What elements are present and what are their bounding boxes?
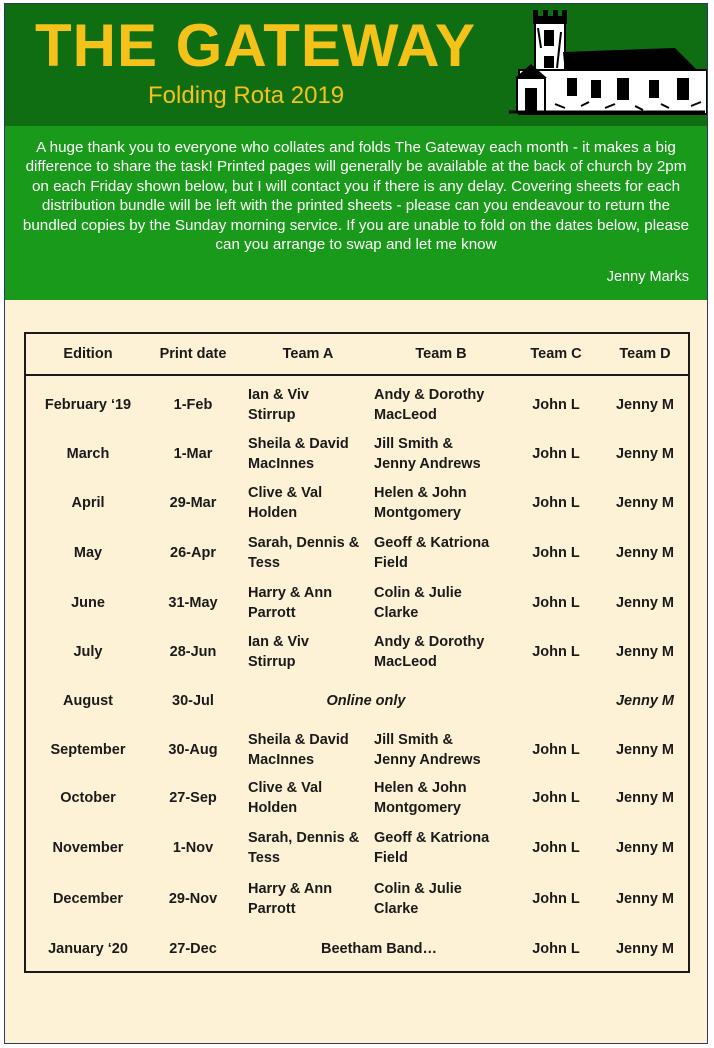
table-row [26,431,688,477]
team-c-cell: John L [532,644,580,660]
team-d-cell: Jenny M [615,693,674,709]
print-date-cell: 1-Nov [172,840,214,856]
edition-cell: February ‘19 [44,397,132,413]
table-row [26,480,688,526]
team-d-cell: Jenny M [615,545,674,561]
team-b-cell: Andy & Dorothy MacLeod [374,634,485,670]
team-b-cell: Geoff & Katriona Field [374,830,490,866]
rota-table [24,332,690,973]
intro-message: A huge thank you to everyone who collates and folds The Gateway each month - it makes a big difference to share the task! Printed pages will generally be available at the back of church by 2pm on each Friday shown below, but I will contact you if there is any delay. Covering sheets for each distribution bundle will be left with the printed sheets - please can you endeavour to return the bundled copies by the Sunday morning service. If you are unable to fold on the dates below, please can you arrange to swap and let me know [22,139,690,254]
table-row [26,825,688,871]
header-edition: Edition [63,346,113,362]
team-a-cell: Clive & Val Holden [248,780,323,816]
print-date-cell: 29-Nov [168,891,218,907]
team-a-cell: Ian & Viv Stirrup [248,387,309,423]
print-date-cell: 1-Feb [173,397,213,413]
team-a-cell: Sheila & David MacInnes [248,436,349,472]
edition-cell: November [52,840,124,856]
team-d-cell: Jenny M [615,941,674,957]
team-c-cell: John L [532,891,580,907]
table-row [26,629,688,675]
rota-subtitle: Folding Rota 2019 [148,82,345,109]
online-only-note: Online only [326,693,406,709]
header-team-c: Team C [530,346,582,362]
print-date-cell: 28-Jun [169,644,217,660]
team-c-cell: John L [532,790,580,806]
print-date-cell: 30-Jul [172,693,214,709]
team-a-cell: Sarah, Dennis & Tess [248,830,360,866]
table-row [26,382,688,428]
rota-page [4,3,708,1044]
header-team-a: Team A [282,346,334,362]
edition-cell: May [73,545,103,561]
print-date-cell: 26-Apr [170,545,216,561]
edition-cell: September [50,742,126,758]
print-date-cell: 30-Aug [168,742,218,758]
team-b-cell: Helen & John Montgomery [374,780,467,816]
print-date-cell: 27-Sep [169,790,217,806]
print-date-cell: 27-Dec [169,941,217,957]
team-b-cell: Jill Smith & Jenny Andrews [374,732,481,768]
table-row [26,580,688,626]
table-row [26,775,688,821]
edition-cell: July [73,644,103,660]
team-b-cell: Geoff & Katriona Field [374,535,490,571]
table-row [26,876,688,922]
team-b-cell: Andy & Dorothy MacLeod [374,387,485,423]
edition-cell: March [66,446,110,462]
header-team-d: Team D [619,346,671,362]
beetham-band-cell: Beetham Band… [320,941,438,957]
edition-cell: April [71,495,105,511]
edition-cell: October [60,790,116,806]
team-a-cell: Sheila & David MacInnes [248,732,349,768]
header-banner [5,4,707,126]
signature: Jenny Marks [606,269,689,285]
table-row [26,530,688,576]
edition-cell: August [63,693,113,709]
team-b-cell: Helen & John Montgomery [374,485,467,521]
header-team-b: Team B [415,346,467,362]
team-a-cell: Sarah, Dennis & Tess [248,535,360,571]
team-c-cell: John L [532,545,580,561]
table-header-row [26,334,688,376]
team-d-cell: Jenny M [615,397,674,413]
newsletter-title: THE GATEWAY [35,12,477,79]
intro-panel [5,126,707,300]
table-row [26,727,688,773]
team-c-cell: John L [532,595,580,611]
team-d-cell: Jenny M [615,790,674,806]
team-c-cell: John L [532,397,580,413]
team-c-cell: John L [532,495,580,511]
team-b-cell: Jill Smith & Jenny Andrews [374,436,481,472]
edition-cell: January ‘20 [48,941,128,957]
team-d-cell: Jenny M [615,446,674,462]
table-row [26,930,688,968]
print-date-cell: 1-Mar [173,446,213,462]
team-a-cell: Harry & Ann Parrott [248,881,333,917]
print-date-cell: 31-May [168,595,218,611]
table-row [26,678,688,724]
team-d-cell: Jenny M [615,840,674,856]
church-illustration [505,8,708,118]
team-b-cell: Colin & Julie Clarke [374,585,462,621]
print-date-cell: 29-Mar [169,495,217,511]
team-d-cell: Jenny M [615,742,674,758]
team-d-cell: Jenny M [615,891,674,907]
team-c-cell: John L [532,840,580,856]
team-d-cell: Jenny M [615,644,674,660]
team-c-cell: John L [532,446,580,462]
team-d-cell: Jenny M [615,595,674,611]
header-print-date: Print date [159,346,227,362]
team-a-cell: Harry & Ann Parrott [248,585,333,621]
team-c-cell: John L [532,941,580,957]
edition-cell: December [52,891,124,907]
team-b-cell: Colin & Julie Clarke [374,881,462,917]
team-c-cell: John L [532,742,580,758]
team-a-cell: Clive & Val Holden [248,485,323,521]
edition-cell: June [71,595,105,611]
team-d-cell: Jenny M [615,495,674,511]
team-a-cell: Ian & Viv Stirrup [248,634,309,670]
